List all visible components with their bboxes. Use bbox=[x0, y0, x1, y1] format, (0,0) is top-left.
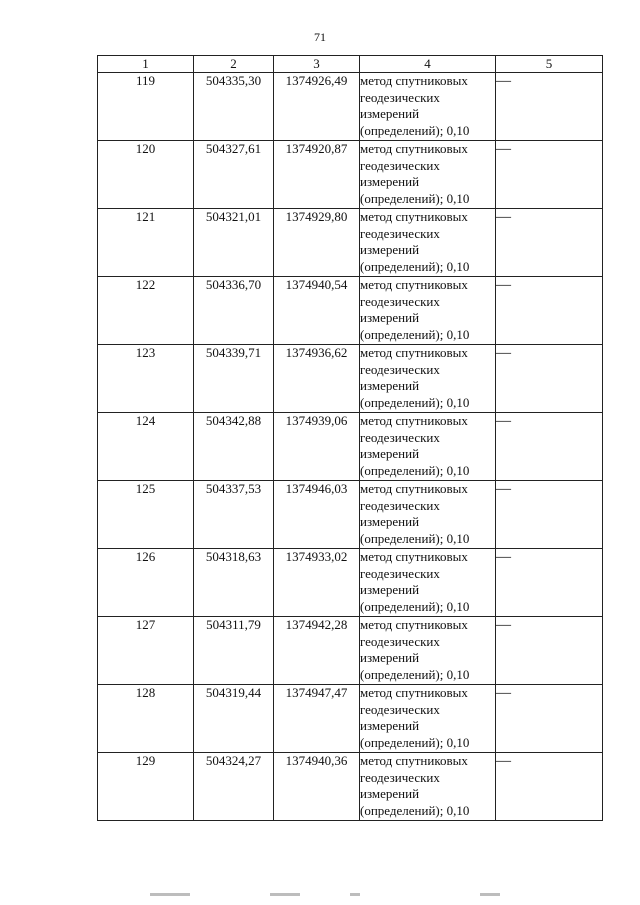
cell-coordinate-x: 504337,53 bbox=[194, 481, 274, 549]
cell-coordinate-y: 1374946,03 bbox=[274, 481, 360, 549]
cell-note: — bbox=[496, 481, 603, 549]
cell-coordinate-x: 504319,44 bbox=[194, 685, 274, 753]
cell-method: метод спутниковых геодезических измерений (определений); 0,10 bbox=[360, 753, 496, 821]
cell-coordinate-y: 1374933,02 bbox=[274, 549, 360, 617]
cell-coordinate-x: 504335,30 bbox=[194, 73, 274, 141]
page-number: 71 bbox=[314, 30, 326, 44]
cell-coordinate-y: 1374936,62 bbox=[274, 345, 360, 413]
column-header-5: 5 bbox=[496, 56, 603, 73]
cell-note: — bbox=[496, 73, 603, 141]
cell-point-number: 129 bbox=[98, 753, 194, 821]
cell-coordinate-x: 504324,27 bbox=[194, 753, 274, 821]
cell-coordinate-y: 1374942,28 bbox=[274, 617, 360, 685]
cell-note: — bbox=[496, 413, 603, 481]
table-row bbox=[98, 277, 603, 345]
cell-method: метод спутниковых геодезических измерений (определений); 0,10 bbox=[360, 345, 496, 413]
cell-point-number: 128 bbox=[98, 685, 194, 753]
scan-artifact-marks bbox=[150, 893, 510, 901]
cell-note: — bbox=[496, 277, 603, 345]
cell-method: метод спутниковых геодезических измерений (определений); 0,10 bbox=[360, 549, 496, 617]
column-header-3: 3 bbox=[274, 56, 360, 73]
cell-point-number: 120 bbox=[98, 141, 194, 209]
cell-note: — bbox=[496, 209, 603, 277]
table-row bbox=[98, 209, 603, 277]
cell-point-number: 124 bbox=[98, 413, 194, 481]
cell-coordinate-y: 1374939,06 bbox=[274, 413, 360, 481]
column-header-1: 1 bbox=[98, 56, 194, 73]
cell-coordinate-x: 504336,70 bbox=[194, 277, 274, 345]
cell-note: — bbox=[496, 753, 603, 821]
cell-method: метод спутниковых геодезических измерений (определений); 0,10 bbox=[360, 481, 496, 549]
cell-coordinate-y: 1374929,80 bbox=[274, 209, 360, 277]
cell-point-number: 126 bbox=[98, 549, 194, 617]
table-row bbox=[98, 549, 603, 617]
table-row bbox=[98, 685, 603, 753]
cell-method: метод спутниковых геодезических измерений (определений); 0,10 bbox=[360, 209, 496, 277]
cell-note: — bbox=[496, 549, 603, 617]
cell-point-number: 119 bbox=[98, 73, 194, 141]
column-header-4: 4 bbox=[360, 56, 496, 73]
cell-method: метод спутниковых геодезических измерений (определений); 0,10 bbox=[360, 685, 496, 753]
cell-method: метод спутниковых геодезических измерений (определений); 0,10 bbox=[360, 617, 496, 685]
cell-point-number: 122 bbox=[98, 277, 194, 345]
cell-method: метод спутниковых геодезических измерений (определений); 0,10 bbox=[360, 73, 496, 141]
table-row bbox=[98, 73, 603, 141]
cell-coordinate-y: 1374926,49 bbox=[274, 73, 360, 141]
table-row bbox=[98, 753, 603, 821]
cell-coordinate-y: 1374920,87 bbox=[274, 141, 360, 209]
table-header-row bbox=[98, 56, 603, 73]
cell-point-number: 127 bbox=[98, 617, 194, 685]
cell-coordinate-x: 504342,88 bbox=[194, 413, 274, 481]
cell-coordinate-x: 504318,63 bbox=[194, 549, 274, 617]
cell-point-number: 125 bbox=[98, 481, 194, 549]
cell-coordinate-x: 504311,79 bbox=[194, 617, 274, 685]
cell-method: метод спутниковых геодезических измерений (определений); 0,10 bbox=[360, 413, 496, 481]
cell-method: метод спутниковых геодезических измерений (определений); 0,10 bbox=[360, 141, 496, 209]
table-row bbox=[98, 617, 603, 685]
cell-coordinate-y: 1374947,47 bbox=[274, 685, 360, 753]
cell-note: — bbox=[496, 685, 603, 753]
cell-note: — bbox=[496, 617, 603, 685]
table-row bbox=[98, 481, 603, 549]
coordinates-table bbox=[97, 55, 603, 821]
table-body bbox=[98, 73, 603, 821]
cell-note: — bbox=[496, 141, 603, 209]
cell-coordinate-x: 504339,71 bbox=[194, 345, 274, 413]
cell-coordinate-y: 1374940,36 bbox=[274, 753, 360, 821]
table-row bbox=[98, 345, 603, 413]
cell-note: — bbox=[496, 345, 603, 413]
cell-coordinate-y: 1374940,54 bbox=[274, 277, 360, 345]
table-row bbox=[98, 141, 603, 209]
table-row bbox=[98, 413, 603, 481]
cell-point-number: 123 bbox=[98, 345, 194, 413]
cell-point-number: 121 bbox=[98, 209, 194, 277]
cell-coordinate-x: 504321,01 bbox=[194, 209, 274, 277]
column-header-2: 2 bbox=[194, 56, 274, 73]
cell-coordinate-x: 504327,61 bbox=[194, 141, 274, 209]
cell-method: метод спутниковых геодезических измерений (определений); 0,10 bbox=[360, 277, 496, 345]
